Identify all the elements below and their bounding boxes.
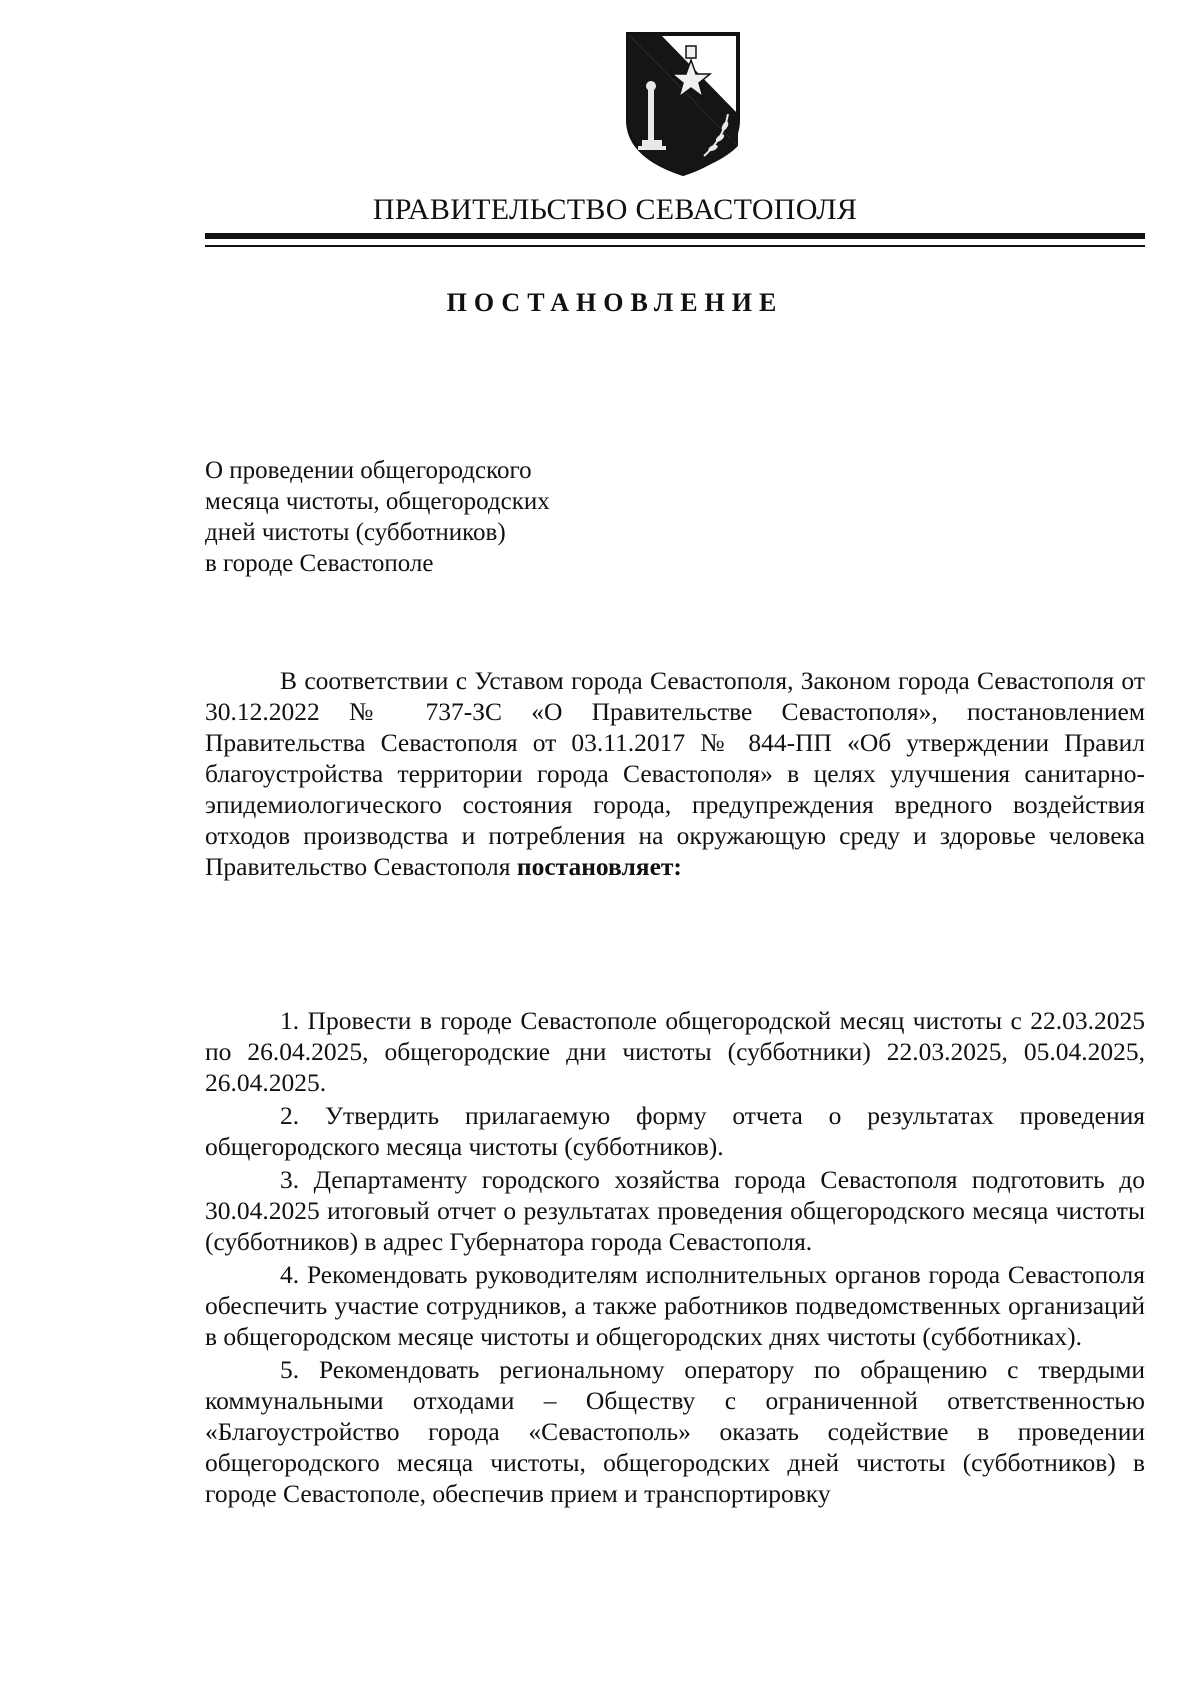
document-type-title: ПОСТАНОВЛЕНИЕ xyxy=(446,288,784,317)
resolution-item: 4. Рекомендовать руководителям исполнительных органов города Севастополя обеспечить участие сотрудников, а также работников подведомственных организаций в общегородском месяце чистоты и общегородских днях чистоты (субботниках). xyxy=(205,1260,1145,1351)
sevastopol-coat-of-arms-emblem xyxy=(620,28,746,178)
subject-line: месяца чистоты, общегородских xyxy=(205,488,550,515)
document-subject xyxy=(205,455,665,579)
organization-title: ПРАВИТЕЛЬСТВО СЕВАСТОПОЛЯ xyxy=(372,193,858,226)
header-rule-thin xyxy=(205,245,1145,247)
resolution-item: 2. Утвердить прилагаемую форму отчета о результатах проведения общегородского месяца чистоты (субботников). xyxy=(205,1101,1145,1161)
preamble-paragraph xyxy=(205,665,1145,882)
decree-word: постановляет: xyxy=(516,852,682,881)
header-rule-thick xyxy=(205,233,1145,239)
preamble-text: В соответствии с Уставом города Севастополя, Законом города Севастополя от 30.12.2022 № 737-ЗС «О Правительстве Севастополя», постановлением Правительства Севастополя от 03.11.2017 № 844-ПП «Об утверждении Правил благоустройства территории города Севастополя» в целях улучшения санитарно-эпидемиологического состояния города, предупреждения вредного воздействия отходов производства и потребления на окружающую среду и здоровье человека Правительство Севастополя xyxy=(205,666,1145,881)
resolution-item: 5. Рекомендовать региональному оператору по обращению с твердыми коммунальными отходами – Обществу с ограниченной ответственностью «Благоустройство города «Севастополь» оказать содействие в проведении общегородского месяца чистоты, общегородских дней чистоты (субботников) в городе Севастополе, обеспечив прием и транспортировку xyxy=(205,1355,1145,1508)
resolution-item: 1. Провести в городе Севастополе общегородской месяц чистоты с 22.03.2025 по 26.04.2025, общегородские дни чистоты (субботники) 22.03.2025, 05.04.2025, 26.04.2025. xyxy=(205,1006,1145,1097)
subject-line: дней чистоты (субботников) xyxy=(205,519,506,546)
resolution-items xyxy=(205,1005,1145,1511)
subject-line: О проведении общегородского xyxy=(205,457,532,484)
resolution-item: 3. Департаменту городского хозяйства города Севастополя подготовить до 30.04.2025 итоговый отчет о результатах проведения общегородского месяца чистоты (субботников) в адрес Губернатора города Севастополя. xyxy=(205,1165,1145,1256)
preamble-section xyxy=(205,665,1145,882)
subject-line: в городе Севастополе xyxy=(205,550,434,577)
